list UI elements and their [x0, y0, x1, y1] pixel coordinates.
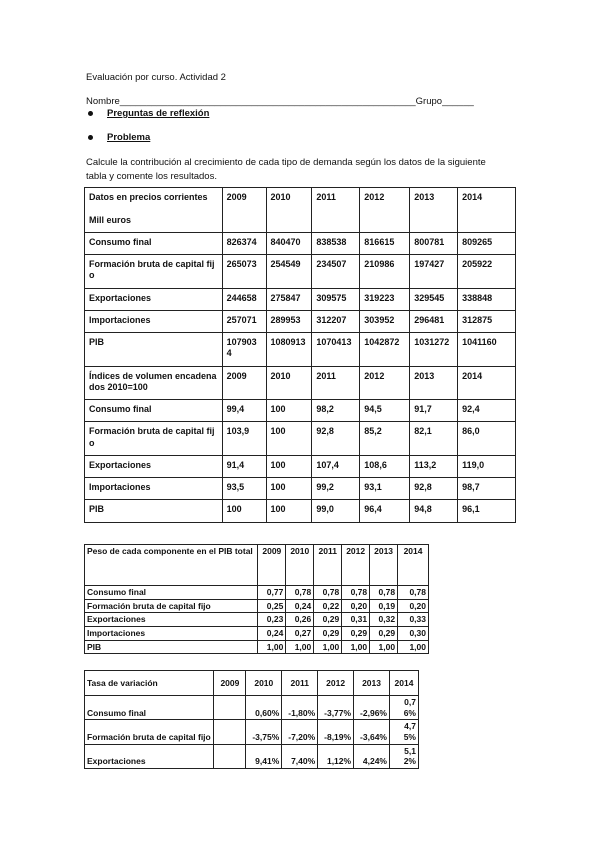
value-cell: 86,0	[458, 422, 516, 456]
value-cell: 0,78	[398, 586, 429, 600]
value-cell: 816615	[360, 232, 410, 254]
value-cell: 99,2	[312, 478, 360, 500]
header-cell: 2012	[360, 188, 410, 233]
value-cell: 1031272	[410, 333, 458, 367]
header-cell: 2009	[214, 671, 246, 696]
value-cell: 4,24%	[354, 744, 390, 768]
value-cell: 99,0	[312, 500, 360, 522]
value-cell: 0,27	[286, 626, 314, 640]
value-cell: 0,78	[370, 586, 398, 600]
bullet-problema: Problema	[88, 132, 150, 143]
value-cell: 0,29	[314, 613, 342, 627]
table-row	[85, 232, 516, 254]
bullet-dot-icon	[88, 135, 93, 140]
row-label-cell: Importaciones	[85, 478, 223, 500]
tasa-table	[84, 670, 419, 769]
value-cell: 840470	[266, 232, 312, 254]
header-cell: 2009	[258, 545, 286, 586]
row-label-cell: Importaciones	[85, 626, 258, 640]
table-row	[85, 720, 419, 744]
value-cell: 257071	[222, 310, 266, 332]
header-cell: 2011	[312, 366, 360, 400]
header-row	[85, 545, 429, 586]
value-cell: 1,00	[286, 640, 314, 654]
value-cell: -7,20%	[282, 720, 318, 744]
value-cell: 1,00	[342, 640, 370, 654]
value-cell: 1070413	[312, 333, 360, 367]
value-cell: 94,8	[410, 500, 458, 522]
value-cell	[214, 696, 246, 720]
value-cell: 0,60%	[246, 696, 282, 720]
value-cell: 94,5	[360, 400, 410, 422]
value-cell: 319223	[360, 288, 410, 310]
problem-statement: Calcule la contribución al crecimiento de cada tipo de demanda según los datos de la siguiente tabla y comente los resultados.	[86, 157, 486, 182]
row-label-cell: Formación bruta de capital fijo	[85, 720, 214, 744]
value-cell: 0,20	[398, 599, 429, 613]
nombre-grupo-line: Nombre________________________________________________________Grupo______	[86, 96, 474, 107]
header-cell: 2013	[354, 671, 390, 696]
row-label-cell: Formación bruta de capital fijo	[85, 255, 223, 289]
value-cell: 1079034	[222, 333, 266, 367]
row-label-cell: Consumo final	[85, 232, 223, 254]
header-cell: 2010	[246, 671, 282, 696]
table-row	[85, 744, 419, 768]
value-cell	[214, 744, 246, 768]
header-cell: 2009	[222, 366, 266, 400]
value-cell: 0,78	[286, 586, 314, 600]
row-label-cell: Formación bruta de capital fijo	[85, 422, 223, 456]
table-row	[85, 478, 516, 500]
row-label-cell: PIB	[85, 500, 223, 522]
value-cell: 92,4	[458, 400, 516, 422]
value-cell: 96,4	[360, 500, 410, 522]
value-cell: -1,80%	[282, 696, 318, 720]
header-cell: 2014	[389, 671, 418, 696]
value-cell: 1041160	[458, 333, 516, 367]
row-label-cell: PIB	[85, 333, 223, 367]
value-cell: 100	[266, 400, 312, 422]
header-cell: 2012	[342, 545, 370, 586]
table-row	[85, 586, 429, 600]
value-cell: 4,75%	[389, 720, 418, 744]
header-row	[85, 671, 419, 696]
value-cell: -3,64%	[354, 720, 390, 744]
row-label-cell: PIB	[85, 640, 258, 654]
table-row	[85, 255, 516, 289]
value-cell: 103,9	[222, 422, 266, 456]
header-cell: 2010	[266, 366, 312, 400]
value-cell: 329545	[410, 288, 458, 310]
row-label-cell: Consumo final	[85, 586, 258, 600]
value-cell: 800781	[410, 232, 458, 254]
header-cell: 2009	[222, 188, 266, 233]
value-cell: 0,25	[258, 599, 286, 613]
value-cell: 1,12%	[318, 744, 354, 768]
bullet-preguntas: Preguntas de reflexión	[88, 108, 209, 119]
value-cell: 296481	[410, 310, 458, 332]
value-cell: 312875	[458, 310, 516, 332]
value-cell: 100	[266, 478, 312, 500]
value-cell: 119,0	[458, 455, 516, 477]
row-label-cell: Exportaciones	[85, 613, 258, 627]
value-cell: 100	[266, 422, 312, 456]
value-cell: 809265	[458, 232, 516, 254]
value-cell: 0,29	[314, 626, 342, 640]
value-cell	[214, 720, 246, 744]
value-cell: 96,1	[458, 500, 516, 522]
header-cell: 2014	[398, 545, 429, 586]
table-row	[85, 455, 516, 477]
value-cell: 0,78	[342, 586, 370, 600]
value-cell: 0,29	[342, 626, 370, 640]
header-row	[85, 366, 516, 400]
table-row	[85, 613, 429, 627]
value-cell: 838538	[312, 232, 360, 254]
header-cell: 2013	[410, 188, 458, 233]
value-cell: 1,00	[314, 640, 342, 654]
value-cell: 98,7	[458, 478, 516, 500]
header-cell: 2012	[318, 671, 354, 696]
header-cell: 2011	[314, 545, 342, 586]
value-cell: 205922	[458, 255, 516, 289]
header-row	[85, 188, 516, 233]
bullet-dot-icon	[88, 111, 93, 116]
header-cell: 2010	[266, 188, 312, 233]
value-cell: 82,1	[410, 422, 458, 456]
value-cell: 0,23	[258, 613, 286, 627]
value-cell: 107,4	[312, 455, 360, 477]
value-cell: 100	[266, 455, 312, 477]
value-cell: 0,19	[370, 599, 398, 613]
value-cell: 85,2	[360, 422, 410, 456]
table-row	[85, 288, 516, 310]
datos-table	[84, 187, 516, 523]
value-cell: 0,30	[398, 626, 429, 640]
header-cell: 2013	[410, 366, 458, 400]
value-cell: 0,20	[342, 599, 370, 613]
table-row	[85, 599, 429, 613]
table-row	[85, 422, 516, 456]
row-label-cell: Consumo final	[85, 400, 223, 422]
value-cell: 7,40%	[282, 744, 318, 768]
table-row	[85, 500, 516, 522]
value-cell: 0,78	[314, 586, 342, 600]
value-cell: 309575	[312, 288, 360, 310]
peso-table	[84, 544, 429, 654]
value-cell: -3,77%	[318, 696, 354, 720]
value-cell: 5,12%	[389, 744, 418, 768]
value-cell: 0,26	[286, 613, 314, 627]
value-cell: 312207	[312, 310, 360, 332]
value-cell: -8,19%	[318, 720, 354, 744]
header-cell: 2013	[370, 545, 398, 586]
value-cell: 92,8	[312, 422, 360, 456]
table-row	[85, 626, 429, 640]
value-cell: 0,32	[370, 613, 398, 627]
value-cell: 100	[266, 500, 312, 522]
row-label-cell: Importaciones	[85, 310, 223, 332]
value-cell: 0,33	[398, 613, 429, 627]
value-cell: 254549	[266, 255, 312, 289]
header-cell: 2010	[286, 545, 314, 586]
header-cell: 2012	[360, 366, 410, 400]
header-cell: 2014	[458, 366, 516, 400]
value-cell: 826374	[222, 232, 266, 254]
value-cell: 99,4	[222, 400, 266, 422]
header-cell: Tasa de variación	[85, 671, 214, 696]
header-cell: Peso de cada componente en el PIB total	[85, 545, 258, 586]
value-cell: 92,8	[410, 478, 458, 500]
value-cell: 234507	[312, 255, 360, 289]
header-cell: Datos en precios corrientes Mill euros	[85, 188, 223, 233]
value-cell: 1080913	[266, 333, 312, 367]
value-cell: 113,2	[410, 455, 458, 477]
value-cell: 1,00	[258, 640, 286, 654]
value-cell: 91,4	[222, 455, 266, 477]
value-cell: 108,6	[360, 455, 410, 477]
value-cell: 338848	[458, 288, 516, 310]
row-label-cell: Exportaciones	[85, 744, 214, 768]
table-row	[85, 640, 429, 654]
header-cell: 2011	[312, 188, 360, 233]
value-cell: 275847	[266, 288, 312, 310]
value-cell: 0,29	[370, 626, 398, 640]
value-cell: 1,00	[370, 640, 398, 654]
header-cell: 2011	[282, 671, 318, 696]
table-row	[85, 310, 516, 332]
value-cell: 93,5	[222, 478, 266, 500]
value-cell: 0,24	[286, 599, 314, 613]
header-cell: 2014	[458, 188, 516, 233]
value-cell: 197427	[410, 255, 458, 289]
value-cell: 0,76%	[389, 696, 418, 720]
value-cell: 244658	[222, 288, 266, 310]
table-row	[85, 400, 516, 422]
value-cell: 0,22	[314, 599, 342, 613]
value-cell: -3,75%	[246, 720, 282, 744]
row-label-cell: Consumo final	[85, 696, 214, 720]
value-cell: 0,24	[258, 626, 286, 640]
value-cell: 265073	[222, 255, 266, 289]
value-cell: 1,00	[398, 640, 429, 654]
value-cell: 100	[222, 500, 266, 522]
value-cell: 303952	[360, 310, 410, 332]
document-title: Evaluación por curso. Actividad 2	[86, 72, 226, 83]
header-cell: Índices de volumen encadenados 2010=100	[85, 366, 223, 400]
value-cell: 91,7	[410, 400, 458, 422]
value-cell: 98,2	[312, 400, 360, 422]
value-cell: 93,1	[360, 478, 410, 500]
row-label-cell: Exportaciones	[85, 455, 223, 477]
value-cell: 0,31	[342, 613, 370, 627]
value-cell: 0,77	[258, 586, 286, 600]
value-cell: 210986	[360, 255, 410, 289]
table-row	[85, 333, 516, 367]
value-cell: 1042872	[360, 333, 410, 367]
table-row	[85, 696, 419, 720]
value-cell: 289953	[266, 310, 312, 332]
value-cell: 9,41%	[246, 744, 282, 768]
row-label-cell: Exportaciones	[85, 288, 223, 310]
row-label-cell: Formación bruta de capital fijo	[85, 599, 258, 613]
value-cell: -2,96%	[354, 696, 390, 720]
